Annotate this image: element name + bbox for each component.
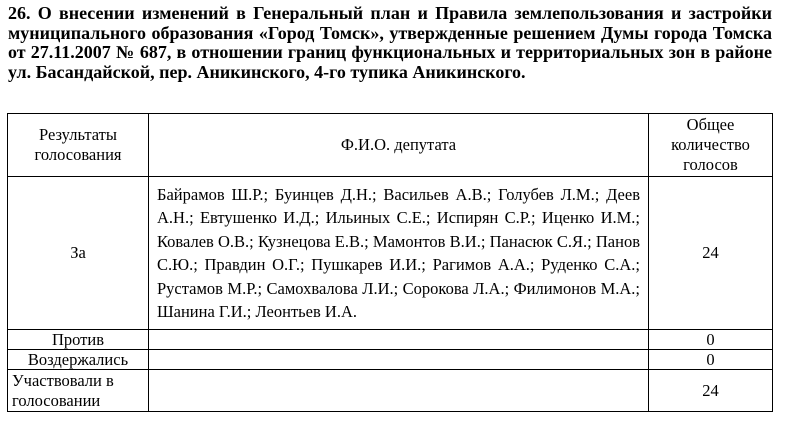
- deputy-names: [149, 350, 649, 370]
- row-label: Против: [8, 330, 149, 350]
- vote-count: 0: [649, 350, 773, 370]
- header-deputy-name: Ф.И.О. депутата: [149, 114, 649, 177]
- vote-count: 24: [649, 370, 773, 412]
- deputy-names: [149, 370, 649, 412]
- vote-count: 0: [649, 330, 773, 350]
- table-row-for: [8, 177, 773, 330]
- row-label: Воздержались: [8, 350, 149, 370]
- row-label: Участвовали в голосовании: [8, 370, 149, 412]
- row-label: За: [8, 177, 149, 330]
- vote-count: 24: [649, 177, 773, 330]
- voting-results-table: [7, 113, 773, 412]
- table-row-abstained: [8, 350, 773, 370]
- table-row-against: [8, 330, 773, 350]
- deputy-names: Байрамов Ш.Р.; Буинцев Д.Н.; Васильев А.В.; Голубев Л.М.; Деев А.Н.; Евтушенко И.Д.; Ильиных С.Е.; Испирян С.Р.; Иценко И.М.; Ковалев О.В.; Кузнецова Е.В.; Мамонтов В.И.; Панасюк С.Я.; Панов С.Ю.; Правдин О.Г.; Пушкарев И.И.; Рагимов А.А.; Руденко С.А.; Рустамов М.Р.; Самохвалова Л.И.; Сорокова Л.А.; Филимонов М.А.; Шанина Г.И.; Леонтьев И.А.: [149, 177, 649, 330]
- table-header-row: [8, 114, 773, 177]
- header-total-votes: Общее количество голосов: [649, 114, 773, 177]
- deputy-names: [149, 330, 649, 350]
- header-results: Результаты голосования: [8, 114, 149, 177]
- table-row-participated: [8, 370, 773, 412]
- agenda-item-heading: 26. О внесении изменений в Генеральный план и Правила землепользования и застройки муниципального образования «Город Томск», утвержденные решением Думы города Томска от 27.11.2007 № 687, в отношении границ функциональных и территориальных зон в районе ул. Басандайской, пер. Аникинского, 4-го тупика Аникинского.: [8, 3, 772, 82]
